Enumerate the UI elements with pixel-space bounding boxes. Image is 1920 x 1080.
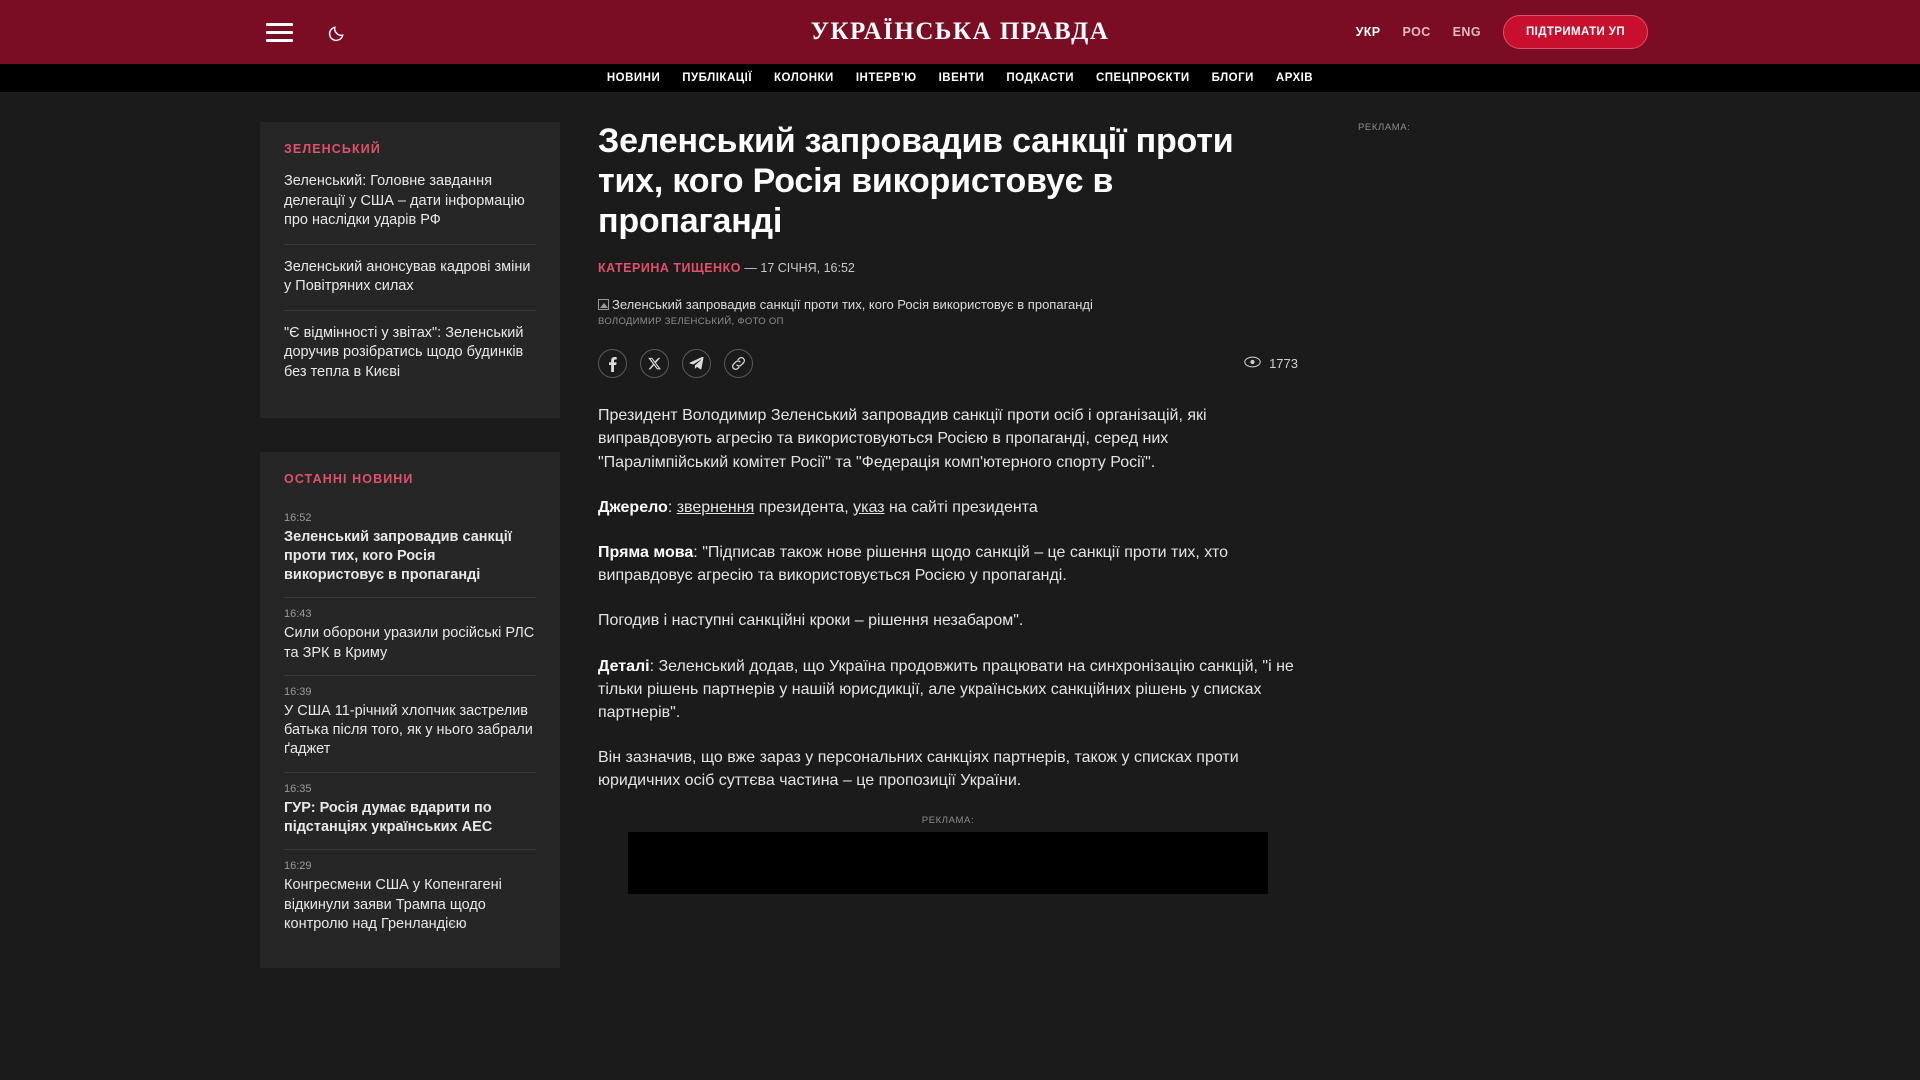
paragraph-lead: Деталі (598, 657, 650, 675)
article-paragraph-6: Він зазначив, що вже зараз у персональних санкціях партнерів, також у списках проти юридичних осіб суттєва частина – це пропозиції України. (598, 749, 1239, 790)
paragraph-text: : "Підписав також нове рішення щодо санкцій – це санкції проти тих, хто виправдовує агресію та використовується Росією у пропаганді. (598, 544, 1229, 585)
telegram-icon[interactable] (682, 349, 711, 378)
news-time: 16:43 (284, 608, 312, 621)
lang-switch-eng[interactable]: ENG (1452, 25, 1481, 39)
tag-link-2[interactable]: Зеленський анонсував кадрові зміни у Повітряних силах (284, 244, 536, 310)
nav-item-publikatsii[interactable]: ПУБЛІКАЦІЇ (682, 72, 753, 84)
tag-link-1[interactable]: Зеленський: Головне завдання делегації у США – дати інформацію про наслідки ударів РФ (284, 173, 525, 229)
right-sidebar (1308, 122, 1920, 1080)
paragraph-text: : Зеленський додав, що Україна продовжить працювати на синхронізацію санкцій, "і не тільки рішень партнерів у нашій юрисдикції, але українських санкційних рішень у списках партнерів". (598, 657, 1294, 721)
list-item[interactable] (284, 502, 536, 599)
nav-item-blohy[interactable]: БЛОГИ (1211, 72, 1254, 84)
news-headline: Сили оборони уразили російські РЛС та ЗРК в Криму (284, 625, 535, 661)
list-item[interactable] (284, 850, 536, 946)
broken-image-icon (598, 299, 609, 310)
page-body (0, 92, 1920, 1080)
hamburger-icon (266, 23, 293, 42)
news-time: 16:39 (284, 685, 312, 698)
paragraph-lead: Пряма мова (598, 544, 694, 562)
news-headline: Конгресмени США у Копенгагені відкинули заяви Трампа щодо контролю над Гренландією (284, 877, 502, 932)
news-time: 16:52 (284, 511, 312, 524)
lang-switch-ukr[interactable]: УКР (1355, 25, 1381, 39)
nav-item-spetsproekty[interactable]: СПЕЦПРОЄКТИ (1095, 72, 1190, 84)
lang-switch-ros[interactable]: РОС (1402, 25, 1431, 39)
ad-label-right: РЕКЛАМА: (1358, 122, 1411, 133)
facebook-icon[interactable] (598, 349, 627, 378)
x-twitter-icon[interactable] (640, 349, 669, 378)
hamburger-menu-button[interactable] (262, 15, 296, 49)
view-counter (1244, 356, 1298, 371)
article-image-alt: Зеленський запровадив санкції проти тих, кого Росія використовує в пропаганді (612, 297, 1093, 313)
news-time: 16:35 (284, 782, 312, 795)
latest-news-block (260, 452, 560, 969)
article-date: — 17 СІЧНЯ, 16:52 (744, 261, 855, 276)
article-image-caption: ВОЛОДИМИР ЗЕЛЕНСЬКИЙ, ФОТО ОП (598, 316, 784, 328)
news-headline: У США 11-річний хлопчик застрелив батька після того, як у нього забрали ґаджет (284, 702, 533, 758)
latest-news-title: ОСТАННІ НОВИНИ (284, 471, 414, 486)
left-sidebar (260, 122, 560, 1080)
ad-label-inline: РЕКЛАМА: (921, 814, 975, 826)
list-item[interactable] (284, 598, 536, 676)
article-image-placeholder (598, 297, 1298, 312)
nav-item-novyny[interactable]: НОВИНИ (606, 72, 661, 84)
source-link-ukaz[interactable]: указ (853, 498, 885, 516)
news-headline: ГУР: Росія думає вдарити по підстанціях українських АЕС (284, 799, 493, 836)
article-author[interactable]: КАТЕРИНА ТИЩЕНКО (598, 261, 741, 276)
main-navigation (0, 64, 1920, 92)
paragraph-lead: Джерело (598, 498, 668, 516)
theme-toggle-button[interactable] (320, 15, 354, 49)
article-paragraph-5 (598, 655, 1298, 725)
article-main (598, 122, 1308, 1080)
news-time: 16:29 (284, 860, 312, 873)
moon-icon (328, 23, 347, 42)
share-row (598, 349, 1298, 378)
list-item[interactable] (284, 676, 536, 773)
list-item[interactable] (284, 773, 536, 851)
nav-item-podkasty[interactable]: ПОДКАСТИ (1006, 72, 1074, 84)
ad-banner-inline[interactable] (628, 832, 1268, 894)
tag-block-zelensky (260, 122, 560, 418)
nav-item-interviu[interactable]: ІНТЕРВ'Ю (855, 72, 917, 84)
tag-block-title: ЗЕЛЕНСЬКИЙ (284, 142, 381, 156)
eye-icon (1244, 356, 1261, 371)
nav-item-iventy[interactable]: ІВЕНТИ (938, 72, 985, 84)
tag-link-3[interactable]: "Є відмінності у звітах": Зеленський доручив розібратись щодо будинків без тепла в Києві (284, 310, 536, 396)
view-count: 1773 (1269, 356, 1298, 372)
nav-item-kolonky[interactable]: КОЛОНКИ (774, 72, 834, 84)
site-logo[interactable]: УКРАЇНСЬКА ПРАВДА (810, 18, 1110, 45)
article-paragraph-1: Президент Володимир Зеленський запровадив санкції проти осіб і організацій, які виправдовують агресію та використовуються Росією в пропаганді, серед них "Паралімпійський комітет Росії" та "Федерація комп'ютерного спорту Росії". (598, 407, 1207, 471)
header-left-controls (262, 15, 354, 49)
header-right-controls (1356, 15, 1648, 49)
article-byline (598, 261, 1298, 275)
article-paragraph-4: Погодив і наступні санкційні кроки – рішення незабаром". (598, 612, 1024, 630)
top-header-bar (0, 0, 1920, 64)
nav-item-arkhiv[interactable]: АРХІВ (1275, 72, 1314, 84)
news-headline: Зеленський запровадив санкції проти тих, кого Росія використовує в пропаганді (284, 528, 512, 584)
page-title: Зеленський запровадив санкції проти тих, кого Росія використовує в пропаганді (598, 122, 1234, 240)
article-paragraph-3 (598, 541, 1298, 587)
source-link-zvernennya[interactable]: звернення (676, 498, 755, 516)
support-up-button[interactable]: ПІДТРИМАТИ УП (1503, 15, 1648, 49)
article-paragraph-2: Джерело: звернення президента, указ на сайті президента (598, 498, 1038, 516)
copy-link-icon[interactable] (724, 349, 753, 378)
